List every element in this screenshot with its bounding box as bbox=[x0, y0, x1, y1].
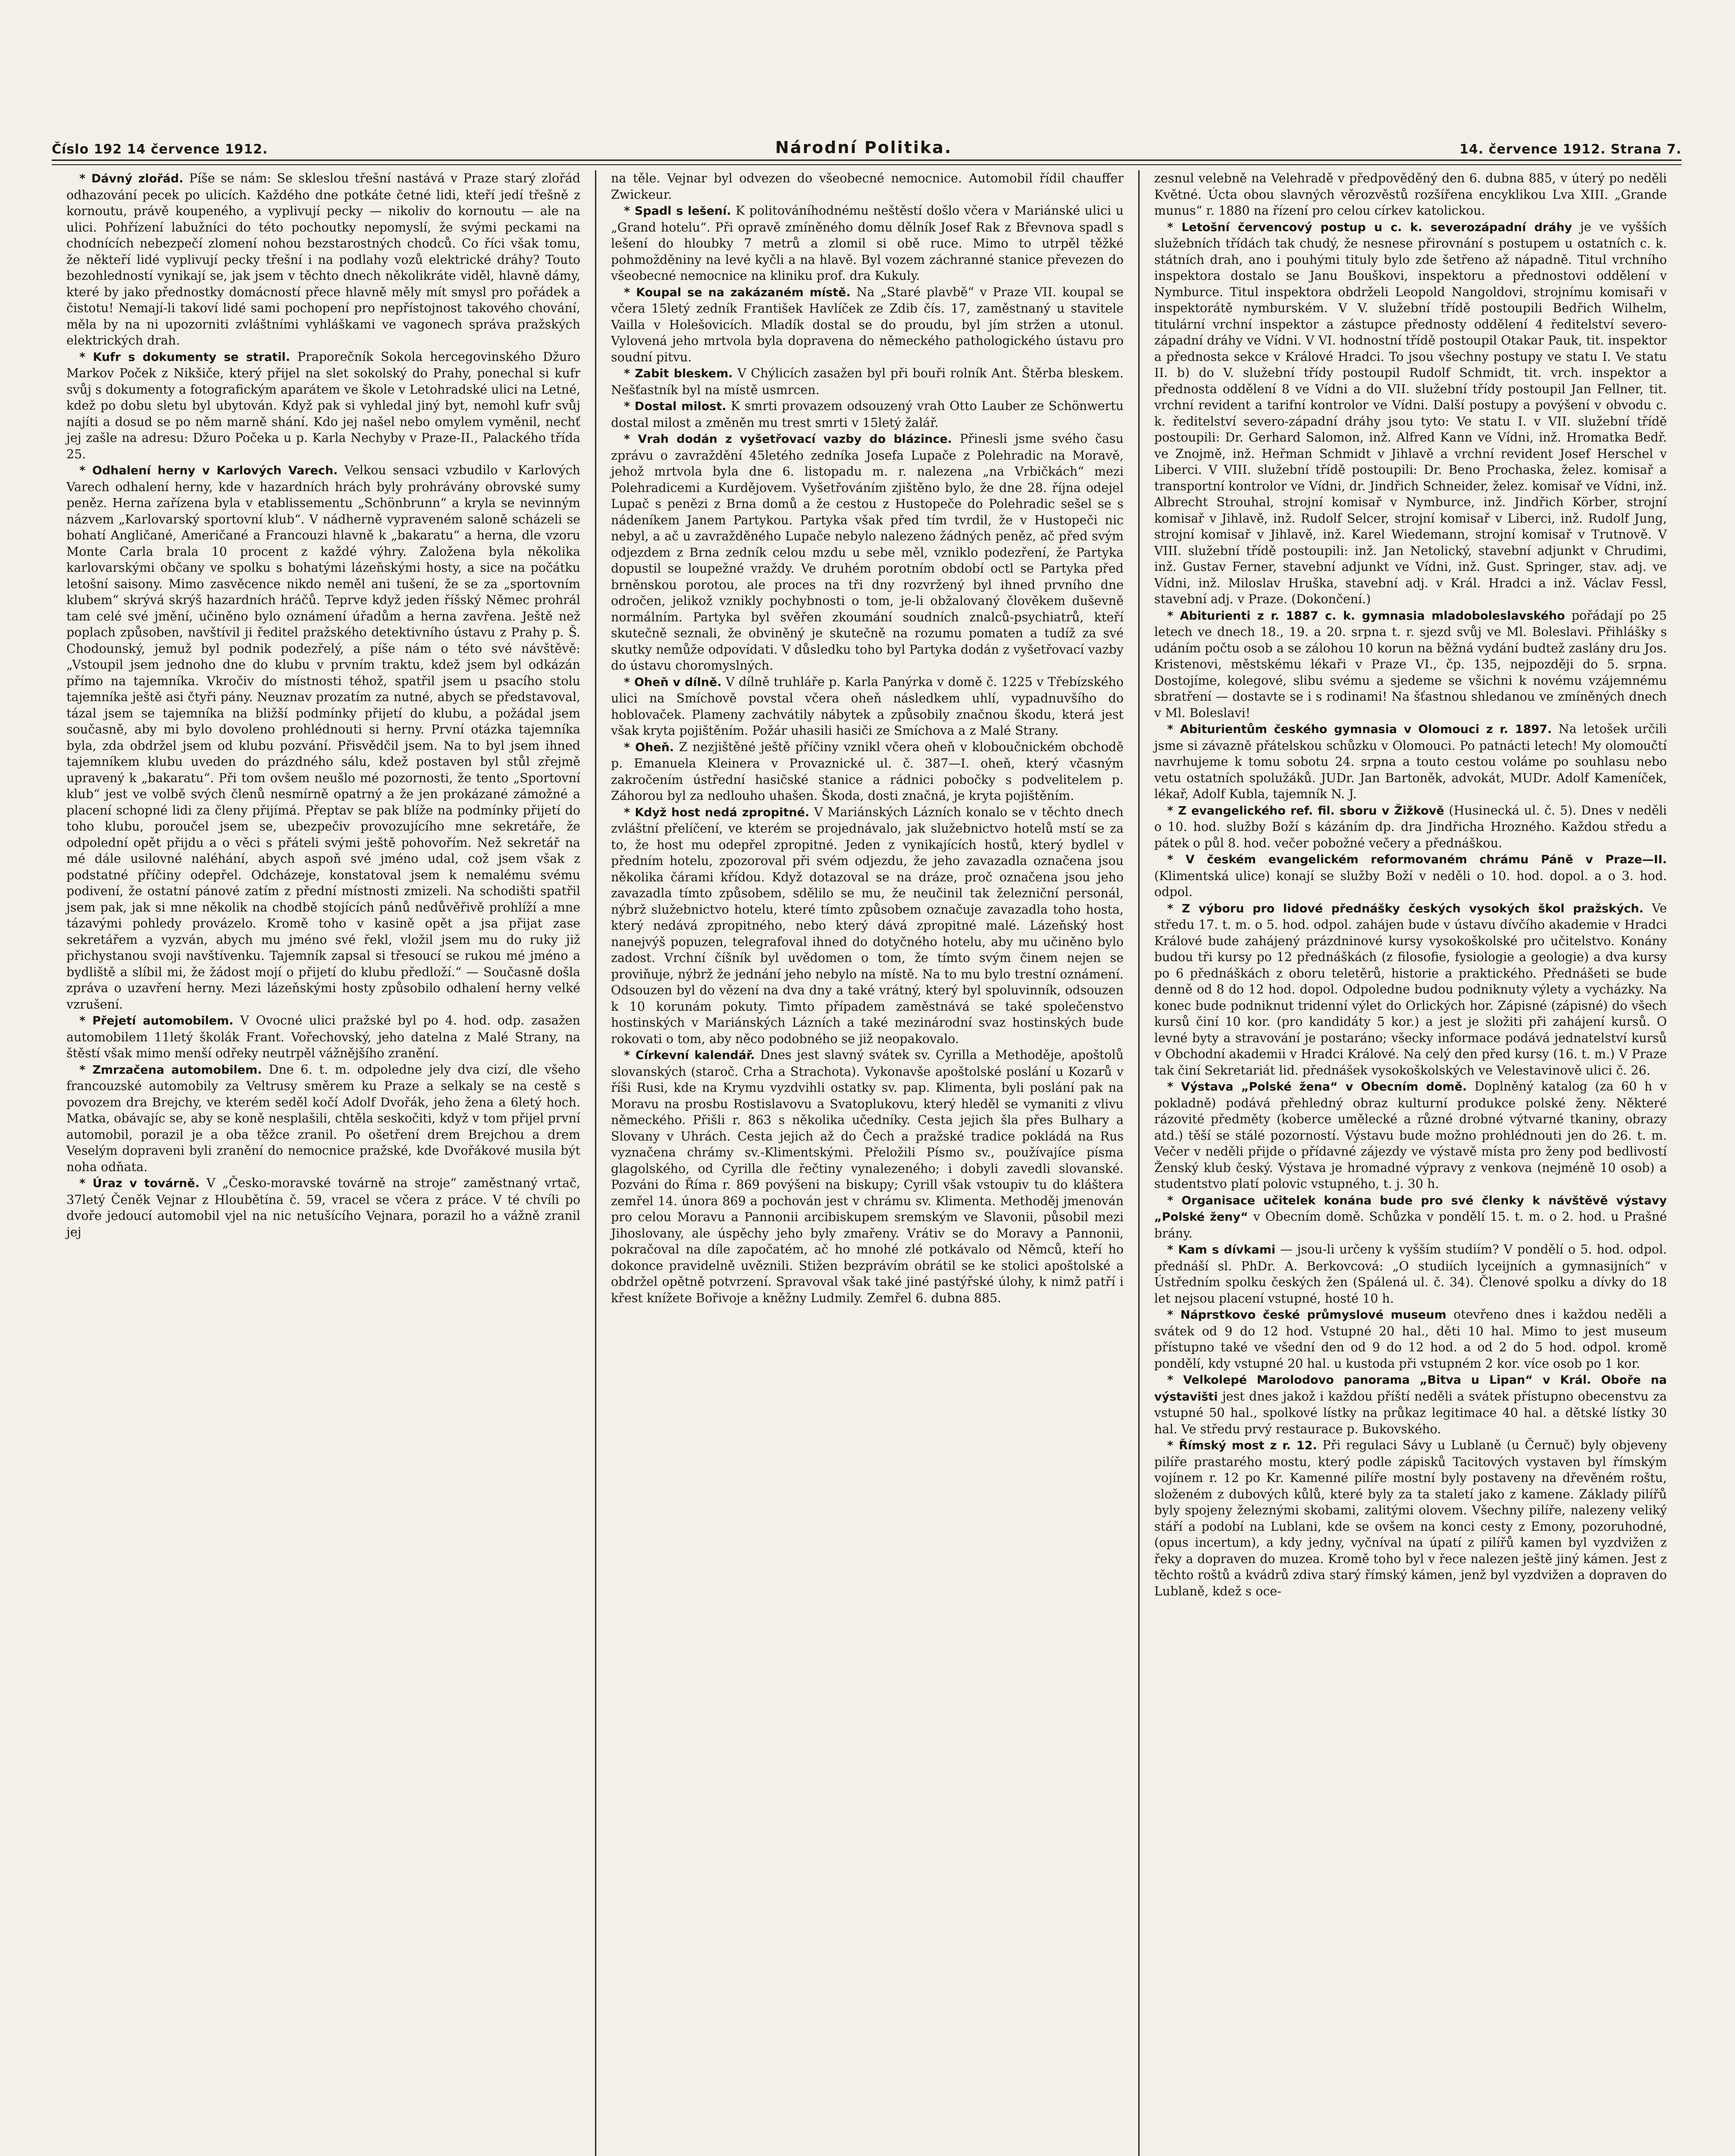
article-text: V „Česko-moravské továrně na stroje“ zaměstnaný vrtač, 37letý Čeněk Vejnar z Hloubětína č. 59, vracel se včera z práce. V té chvíli po dvoře jedoucí automobil vjel na nic netušícího Vejnara, porazil ho a vážně zranil jej bbox=[66, 1176, 581, 1239]
article-headline: * V českém evangelickém reformovaném chrámu Páně v Praze—II. bbox=[1167, 853, 1667, 866]
article-headline: * Organisace učitelek konána bude pro své členky k návštěvě výstavy „Polské ženy“ bbox=[1154, 1194, 1667, 1224]
article-text: (Klimentská ulice) konají se služby Boží v neděli o 10. hod. dopol. a o 3. hod. odpol. bbox=[1154, 868, 1667, 899]
article bbox=[1154, 721, 1667, 802]
article-headline: * Církevní kalendář. bbox=[624, 1049, 755, 1062]
article-headline: * Letošní červencový postup u c. k. severozápadní dráhy bbox=[1167, 220, 1572, 234]
article bbox=[66, 349, 580, 463]
article-text: V Chýlicích zasažen byl při bouři rolník Ant. Štěrba bleskem. Nešťastník byl na místě usmrcen. bbox=[611, 366, 1124, 397]
column-3 bbox=[1138, 170, 1682, 2156]
article bbox=[1154, 851, 1667, 900]
article-headline: * Oheň. bbox=[624, 740, 674, 754]
masthead: Národní Politika. bbox=[775, 138, 952, 157]
article-text: K smrti provazem odsouzený vrah Otto Lauber ze Schönwertu dostal milost a změněn mu trest smrti v 15letý žalář. bbox=[611, 399, 1124, 430]
article-headline: * Z výboru pro lidové přednášky českých vysokých škol pražských. bbox=[1167, 902, 1644, 915]
article-headline: * Dostal milost. bbox=[624, 400, 727, 413]
article-headline: * Abiturienti z r. 1887 c. k. gymnasia mladoboleslavského bbox=[1167, 609, 1565, 623]
article-text: zesnul velebně na Velehradě v předpověděný den 6. dubna 885, v úterý po neděli Květné. Úcta obou slavných věrozvěstů rozšířena encyklikou Lva XIII. „Grande munus“ r. 1880 na řízení pro celou církev katolickou. bbox=[1154, 171, 1667, 218]
article-headline: * Spadl s lešení. bbox=[624, 204, 731, 218]
article-text: v Obecním domě. Schůzka v pondělí 15. t. m. o 2. hod. u Prašné brány. bbox=[1154, 1210, 1667, 1241]
article-text: Na „Staré plavbě“ v Praze VII. koupal se včera 15letý zedník František Havlíček ze Zdib čís. 17, zaměstnaný u stavitele Vailla v Holešovicích. Mladík dostal se do proudu, byl jím stržen a utonul. Vylovená jeho mrtvola byla dopravena do německého pathologického ústavu pro soudní pitvu. bbox=[611, 285, 1124, 364]
article-text: V Ovocné ulici pražské byl po 4. hod. odp. zasažen automobilem 11letý školák Frant. Vořechovský, jeho datelna z Malé Strany, na štěstí však mimo menší odřeky neutrpěl vážnějšího zranění. bbox=[66, 1013, 580, 1060]
article bbox=[611, 739, 1124, 804]
article bbox=[1154, 900, 1667, 1079]
column-2 bbox=[595, 170, 1138, 2156]
article bbox=[611, 365, 1124, 398]
article bbox=[1154, 608, 1667, 721]
article bbox=[611, 203, 1124, 284]
article-text: Ve středu 17. t. m. o 5. hod. odpol. zahájen bude v ústavu dívčího akademie v Hradci Králové bude zahájený prázdninové kursy vysokoškolské pro učitelstvo. Konány budou tři kursy po 12 přednáškách (z filosofie, fysiologie a geologie) a dva kursy po 6 přednáškách z oboru teletěrů, historie a praktického. Přednášeti se bude denně od 8 do 12 hod. dopol. Odpoledne budou podniknuty výlety a vycházky. Na konec bude podniknut tridenní výlet do Orlických hor. Zápisné (zápisné) do všech kursů činí 10 kor. (pro kandidáty 5 kor.) a jest je složiti při zahájení kursů. O levné byty a stravování je postaráno; všecky informace podává jednatelství kursů v Obchodní akademii v Hradci Králové. Na celý den před kursy (16. t. m.) V Praze tak činí Sekretariát lid. přednášek vysokoškolských ve Velestavinově ulici č. 26. bbox=[1154, 901, 1667, 1078]
article-headline: * Odhalení herny v Karlových Varech. bbox=[79, 464, 338, 477]
article-text: Dne 6. t. m. odpoledne jely dva cizí, dle všeho francouzské automobily za Veltrusy směrem ku Praze a selkaly se na cestě s povozem dra Brejchy, ve kterém seděl kočí Adolf Dvořák, jeho žena a 6letý hoch. Matka, obávajíc se, aby se koně nesplašili, chtěla seskočiti, když v tom přijel první automobil, porazil je a oba těžce zranil. Po ošetření drem Brejchou a drem Veselým dopraveni byli zranění do nemocnice pražské, kde Dvořákové musila být noha odňata. bbox=[66, 1062, 581, 1174]
article-text: pořádají po 25 letech ve dnech 18., 19. a 20. srpna t. r. sjezd svůj ve Ml. Boleslavi. Přihlášky s udáním počtu osob a se zálohou 10 korun na běžná vydání budtež zaslány dru Jos. Kristenovi, městskému lékaři v Praze VI., čp. 135, nejpozději do 5. srpna. Dostojíme, kolegové, slibu svému a sjedeme se všichni k novému vzájemnému sbratření — dostavte se i s rodinami! Na šťastnou shledanou ve zmíněných dnech v Ml. Boleslavi! bbox=[1154, 608, 1667, 720]
article-text: V dílně truhláře p. Karla Panýrka v domě č. 1225 v Třebízského ulici na Smíchově povstal včera oheň následkem uhlí, vypadnuvšího do hoblovaček. Plameny zachvátily nábytek a způsobily značnou škodu, která jest však kryta pojištěním. Požár uhasili hasiči ze Smíchova a z Malé Strany. bbox=[611, 674, 1124, 738]
page-header bbox=[52, 129, 1682, 157]
article-text: je ve vyšších služebních třídách tak chudý, že nesnese přirovnání s postupem u ostatních c. k. státních drah, ano i pouhými tituly bylo zde šetřeno až nápadně. Titul vrchního inspektora dostalo se Janu Bouškovi, inspektoru a přednostovi oddělení v Nymburce. Titul inspektora obdrželi Leopold Nangoldovi, strojnímu komisaři v inspektorátě nymburském. V V. služební třídě postoupili Bedřich Wilhelm, titulární vrchní inspektor a zástupce přednosty oddělení 4 ředitelství severo-západní dráhy ve Vídni. V VI. hodnostní třídě postoupil Otakar Pauk, tit. inspektor a přednosta sekce v Králové Hradci. To jsou všechny postupy ve statu I. Ve statu II. b) do V. služební třídy postoupil Rudolf Schmidt, tit. vrch. inspektor a přednosta oddělení 8 ve Vídni a do VII. služební třídy postoupil Jan Fellner, tit. vrchní revident a tarifní kontrolor ve Vídni. Další postupy a povýšení v obvodu c. k. ředitelství severo-západní dráhy jsou tyto: Ve statu I. v VII. služební třídě postoupili: Dr. Gerhard Salomon, inž. Alfred Kann ve Vídni, inž. Hromatka Bedř. ve Znojmě, inž. Heřman Schmidt v Jihlavě a vrchní revident Josef Herschel v Liberci. V VIII. služební třídě postoupili: Dr. Beno Prochaska, želez. komisař a transportní kontrolor ve Vídni, dr. Jindřich Schneider, želez. komisař ve Vídni, inž. Albrecht Strouhal, strojní komisař v Nymburce, inž. Jindřich Körber, strojní komisař v Jihlavě, inž. Rudolf Selcer, strojní komisař v Liberci, inž. Rudolf Jung, strojní komisař v Jihlavě, inž. Karel Wiedemann, strojní komisař v Trutnově. V VIII. služební třídě postoupili: inž. Jan Netolický, stavební adjunkt v Chrudimi, inž. Gustav Ferner, stavební adjunkt ve Vídni, inž. Gust. Springer, stav. adj. ve Vídni, inž. Miloslav Hruška, stavební adj. v Král. Hradci a inž. Václav Fessl, stavební adj. v Praze. (Dokončení.) bbox=[1154, 219, 1667, 606]
article-headline: * Vrah dodán z vyšetřovací vazby do blázince. bbox=[624, 432, 952, 446]
article bbox=[1154, 1437, 1667, 1599]
article-text: K politováníhodnému neštěstí došlo včera v Mariánské ulici u „Grand hotelu“. Při opravě zmíněného domu dělník Josef Rak z Břevnova spadl s lešení do hloubky 7 metrů a zlomil si obě ruce. Mimo to utrpěl těžké pohmožděniny na levé kyčli a na hlavě. Byl vozem záchranné stanice převezen do všeobecné nemocnice na kliniku prof. dra Kukuly. bbox=[611, 204, 1124, 283]
article bbox=[1154, 1078, 1667, 1192]
article-headline: * Abiturientům českého gymnasia v Olomouci z r. 1897. bbox=[1167, 723, 1552, 736]
article bbox=[611, 398, 1124, 431]
article-text: (Husinecká ul. č. 5). Dnes v neděli o 10. hod. služby Boží s kázáním dp. dra Jindřicha Hrozného. Každou středu a pátek o půl 8. hod. večer pobožné večery a přednáškou. bbox=[1154, 803, 1667, 850]
article bbox=[611, 1047, 1124, 1306]
header-rule bbox=[52, 160, 1682, 165]
article-headline: * Oheň v dílně. bbox=[624, 675, 722, 689]
article-text: Píše se nám: Se skleslou třešní nastává v Praze starý zlořád odhazování pecek po ulicích. Každého dne potkáte četné lidi, kteří jedí třešně z kornoutu, právě koupeného, a vyplivují pecky — nikoliv do kornoutu — ale na ulici. Pohřízení labužníci do této pochoutky nepomyslí, že svými peckami na chodnících nebezpečí zlomení nohou bezstarostných chodců. Co říci však tomu, že někteří lidé vyplivují pecky třešní i na podlahy vozů elektrické dráhy? Touto bezohledností vynikají se, jak jsem v těchto dnech několikráte viděl, hlavně dámy, které by jako přednostky domácností přece hlavně měly mít smysl pro pořádek a čistotu! Nemají-li takoví lidé sami pochopení pro nepřístojnost takového chování, měla by na ni upozorniti zvláštními vyhláškami ve vagonech správa pražských elektrických drah. bbox=[66, 171, 580, 348]
article bbox=[611, 284, 1124, 366]
article-headline: * Úraz v továrně. bbox=[79, 1177, 200, 1190]
column-1 bbox=[52, 170, 595, 2156]
article-headline: * Výstava „Polské žena“ v Obecním domě. bbox=[1167, 1080, 1467, 1094]
article bbox=[66, 1062, 580, 1175]
article-text: Praporečník Sokola hercegovinského Džuro Markov Poček z Nikšiče, který přijel na slet sokolský do Prahy, ponechal si kufr svůj s dokumenty a fotografickým aparátem ve škole v Letohradské ulici na Letné, kdež po dobu sletu byl ubytován. Když pak si vyhledal jiný byt, nemohl kufr svůj najíti a dosud se po něm marně shání. Kdo jej našel nebo omylem vyměnil, nechť jej zašle na adresu: Džuro Počeka u p. Karla Nechyby v Praze-II., Palackého třída 25. bbox=[66, 349, 581, 461]
article-text: otevřeno dnes i každou neděli a svátek od 9 do 12 hod. Vstupné 20 hal., děti 10 hal. Mimo to jest museum přístupno také ve všední den od 9 do 12 hod. a od 2 do 5 hod. odpol. kromě pondělí, kdy vstupné 20 hal. u kustoda při vstupném 2 kor. více osob po 1 kor. bbox=[1154, 1307, 1667, 1371]
article-headline: * Když host nedá zpropitné. bbox=[624, 805, 810, 819]
article-text: V Mariánských Lázních konalo se v těchto dnech zvláštní přelíčení, ve kterém se projednávalo, jak služebnictvo hotelů mstí se za to, že host mu odepřel zpropitné. Jeden z vynikajících hostů, který bydlel v předním hotelu, zpozoroval při svém odjezdu, že jeho zavazadla označena jsou několika čárami křídou. Když dotazoval se na dráze, proč označena jsou jeho zavazadla tímto způsobem, sdělilo se mu, že neučinil tak železniční personál, nýbrž služebnictvo hotelu, které tímto způsobem označuje zavazadla toho hosta, který nedává zpropitného, nebo který dává zpropitné malé. Lázeňský host nanejvýš popuzen, telegrafoval ihned do dotyčného hotelu, aby mu učiněno bylo zadost. Vrchní číšník byl uvědomen o tom, že tímto svým činem nejen se proviňuje, nýbrž že jednání jeho nebylo na místě. Na to mu bylo trestní oznámení. Odsouzen byl do vězení na dva dny a také vrátný, který byl spoluvinník, odsouzen k 10 korunám pokuty. Timto případem zaměstnává se také společenstvo hostinských v Mariánských Lázních a také mezinárodní svaz hostinských bude rokovati o tom, aby něco podobného se již neopakovalo. bbox=[611, 805, 1124, 1046]
columns bbox=[52, 170, 1682, 2156]
article bbox=[1154, 219, 1667, 608]
article bbox=[611, 431, 1124, 674]
article bbox=[611, 804, 1124, 1047]
article bbox=[611, 170, 1124, 203]
article-text: Dnes jest slavný svátek sv. Cyrilla a Methoděje, apoštolů slovanských (staroč. Crha a Strachota). Vykonavše apoštolské poslání u Kozarů v říši Rusi, kde na Krymu vyzdvihli ostatky sv. pap. Klimenta, byli poslání pak na Moravu na prosbu Rostislavovu a Svatoplukovu, který hleděl se vymaniti z vlivu německého. Přišli r. 863 s několika učedníky. Cesta jejich šla přes Bulhary a Slovany v Uhrách. Cesta jejich až do Čech a pražské tradice pokládá na Rus vyznačena chrámy sv.-Klimentskými. Přeložili Písmo sv., používajíce písma glagolského, od Cyrilla dle řečtiny vynalezeného; i dobyli zavedli slovanské. Pozváni do Říma r. 869 povýšeni na biskupy; Cyrill však vstoupiv tu do kláštera zemřel 14. února 869 a pochován jest v chrámu sv. Klimenta. Methoděj jmenován pro celou Moravu a Pannonii arcibiskupem sremským ve Slavonii, působil mezi Jihoslovany, ale úspěchy jeho byly zmařeny. Vrátiv se do Moravy a Pannonii, pokračoval na díle započatém, ač ho mnohé zlé potkávalo od Němců, kteří ho dokonce pravidelně uvěznili. Stižen bezprávím obrátil se ke stolici apoštolské a obdržel opětně potvrzení. Spravoval však také jiné pastýřské úlohy, k nimž patří i křest knížete Bořivoje a kněžny Ludmily. Zemřel 6. dubna 885. bbox=[611, 1048, 1124, 1305]
article bbox=[1154, 802, 1667, 852]
article bbox=[1154, 1192, 1667, 1242]
article-headline: * Římský most z r. 12. bbox=[1167, 1439, 1317, 1452]
article bbox=[66, 170, 580, 349]
article bbox=[66, 1012, 580, 1062]
article bbox=[611, 674, 1124, 739]
article-headline: * Dávný zlořád. bbox=[79, 172, 184, 185]
article-text: Doplněný katalog (za 60 h v pokladně) podává přehledný obraz kulturní produkce polské ženy. Některé rázovité předměty (koberce umělecké a různé drobné výtvarné tkaniny, obrazy atd.) těší se stálé pozorností. Výstavu bude možno prohlédnouti jen do 26. t. m. Večer v neděli přijde o přídavné zájezdy ve výstavě místa pro ženy pod bedlivostí Ženský klub český. Výstava je hromadné výpravy z venkova (nejméně 10 osob) a studentstvo platí polovic vstupného, t. j. 30 h. bbox=[1154, 1079, 1667, 1191]
article-headline: * Koupal se na zakázaném místě. bbox=[624, 285, 851, 299]
article-headline: * Z evangelického ref. fil. sboru v Žižkově bbox=[1167, 804, 1444, 818]
article bbox=[1154, 1241, 1667, 1307]
article bbox=[66, 462, 580, 1012]
article-headline: * Náprstkovo české průmyslové museum bbox=[1167, 1308, 1447, 1322]
article-text: Velkou sensaci vzbudilo v Karlových Varech odhalení herny, kde v hazardních hrách byly prohrávány obrovské sumy peněz. Herna zařízena byla v etablissementu „Schönbrunn“ a kryla se nevinným názvem „Karlovarský sportovní klub“. V nádherně vypraveném saloně scházeli se bohatí Angličané, Američané a Francouzi hlavně k „bakaratu“ a herna, dle vzoru Monte Carla brala 10 procent z každé výhry. Založena byla několika karlovarskými občany ve spolku s bohatými lázeňskými hosty, a sice na počátku letošní saisony. Mimo zasvěcence nikdo neměl ani tušení, že se za „sportovním klubem“ skrývá skrýš hazardních hráčů. Teprve když jeden říšský Němec prohrál tam celé své jmění, učiněno bylo oznámení úřadům a herna zavřena. Ještě než poplach způsoben, navštívil ji ředitel pražského detektivního ústavu z Prahy p. Š. Chodounský, jemuž byl podnik podezřelý, a píše nám o této své návštěvě: „Vstoupil jsem jednoho dne do klubu v prvním traktu, kdež jsem byl odkázán přímo na tajemníka. Vkročiv do místnosti téhož, spatřil jsem u psacího stolu tajemníka ještě asi čtyři pány. Neuznav prozatím za nutné, abych se představoval, tázal jsem se tajemníka na bližší podmínky přijetí do klubu, a požádal jsem současně, aby mi bylo dovoleno prohlédnouti si herny. První otázka tajemníka byla, zda obdržel jsem od klubu pozvání. Přisvědčil jsem. Na to byl jsem ihned tajemníkem klubu uveden do prázdného sálu, kdež postaven byl stůl zřejmě upravený k „bakaratu“. Při tom ovšem neušlo mé pozornosti, že tento „Sportovní klub“ jest ve volbě svých členů nesmírně opatrný a že jen prokázané zámožné a placení schopné lidi za členy přijímá. Přeptav se pak blíže na podmínky přijetí do toho klubu, poroučel jsem se, ubezpečiv provozujícího mne sekretáře, že odpolední opět přijdu a o věci s přáteli svými ještě pohovořím. Než sekretář na mé dále usilovné naléhání, abych aspoň své jméno udal, což jsem však z podstatné příčiny odepřel. Odcházeje, konstatoval jsem k nemalému svému podivení, že ostatní pánové zatím z přední místnosti zmizeli. Na schodišti spatřil jsem pak, jak si mne několik na chodbě stojících pánů nedůvěřivě prohlíží a mne tázavými pohledy provázelo. Kromě toho v kasině opět a jsa přijat zase sekretářem a vyzván, abych mu jméno své řekl, vložil jsem mu do ruky již přichystanou svoji navštívenku. Tajemník zapsal si třesoucí se rukou mé jméno a bydliště a slíbil mi, že žádost mojí o přijetí do klubu předloží.“ — Současně došla zpráva o uzavření herny. Mezi lázeňskými hosty způsobilo odhalení herny velké vzrušení. bbox=[66, 463, 581, 1012]
article-text: Přinesli jsme svého času zprávu o zavraždění 45letého zedníka Josefa Lupače z Polehradic na Moravě, jehož mrtvola byla dne 6. listopadu m. r. nalezena „na Vrbičkách“ mezi Polehradicemi a Kurdějovem. Vyšetřováním zjištěno bylo, že dne 28. října odejel Lupač s penězi z Brna domů a že cestou z Hustopeče do Polehradic sešel se s nádeníkem Janem Partykou. Partyka však před tím tvrdil, že v Hustopeči nic nebyl, a ač u zavražděného Lupače nebylo nalezeno žádných peněz, ač před svým odjezdem z Brna zedník celou mzdu u sebe měl, vzniklo podezření, že Partyka dopustil se loupežné vraždy. Ve druhém porotním období octl se Partyka před brněnskou porotou, ale proces na tři dny rozvržený byl ihned prvního dne odročen, jelikož vznikly pochybnosti o tom, je-li obžalovaný člověkem duševně normálním. Partyka byl svěřen zkoumání soudních znalců-psychiatrů, kteří skutečně seznali, že obviněný je skutečně na rozumu pomaten a tudíž za své skutky nemůže odpovídati. V důsledku toho byl Partyka dodán z vyšetřovací vazby do ústavu choromyslných. bbox=[611, 432, 1124, 673]
article bbox=[1154, 1307, 1667, 1372]
article bbox=[1154, 170, 1667, 219]
article-headline: * Velkolepé Marolodovo panorama „Bitva u Lipan“ v Král. Oboře na výstavišti bbox=[1154, 1373, 1667, 1404]
article bbox=[66, 1175, 580, 1240]
article-headline: * Kufr s dokumenty se stratil. bbox=[79, 350, 290, 364]
article-text: na těle. Vejnar byl odvezen do všeobecné nemocnice. Automobil řídil chauffer Zwickeur. bbox=[611, 171, 1124, 202]
date-and-page: 14. července 1912. Strana 7. bbox=[1459, 142, 1682, 157]
article-headline: * Zmrzačena automobilem. bbox=[79, 1063, 262, 1077]
article-headline: * Kam s dívkami bbox=[1167, 1243, 1276, 1257]
article-text: Z nezjištěné ještě příčiny vznikl včera oheň v kloboučnickém obchodě p. Emanuela Kleinera v Provaznické ul. č. 387—I. oheň, který včasným zakročením ústřední hasičské stanice a rádnici pobočky s podvelitelem p. Záhorou byl za nedlouho uhašen. Škoda, dosti značná, je kryta pojištěním. bbox=[611, 740, 1124, 803]
article-text: — jsou-li určeny k vyšším studiím? V pondělí o 5. hod. odpol. přednáší sl. PhDr. A. Berkovcová: „O studiích lyceijních a gymnasijních“ v Ústředním spolku českých žen (Spálená ul. č. 34). Členové spolku a dívky do 18 let nejsou placení vstupné, hosté 10 h. bbox=[1154, 1242, 1667, 1306]
issue-number: Číslo 192 14 července 1912. bbox=[52, 142, 268, 157]
article-text: jest dnes jakož i každou příští neděli a svátek přístupno obecenstvu za vstupné 50 hal., spolkové lístky na průkaz legitimace 40 hal. a dětské lístky 30 hal. Ve středu prvý restaurace p. Bukovského. bbox=[1154, 1389, 1667, 1436]
article bbox=[1154, 1372, 1667, 1437]
article-headline: * Přejetí automobilem. bbox=[79, 1014, 234, 1028]
article-text: Při regulaci Sávy u Lublaně (u Černuč) byly objeveny pilíře prastarého mostu, který podle zápisků Tacitových vystaven byl římským vojínem r. 12 po Kr. Kamenné pilíře mostní byly postaveny na dřevěném roštu, složeném z dubových kůlů, které byly za ta staletí jako z kamene. Základy pilířů byly spojeny železnými skobami, zalitými olovem. Všechny pilíře, nalezeny veliký stáří a podobí na Lublani, kde se ovšem na konci cesty z Emony, pozoruhodné, (opus incertum), a kdy jedny, vyčníval na úpatí z pilířů kamen byl vyzdvižen z řeky a dopraven do muzea. Kromě toho byl v řece nalezen ještě jiný kámen. Jest z těchto roštů a kvádrů zdiva starý římský kámen, jenž byl vyzdvižen a dopraven do Lublaně, kdež s oce- bbox=[1154, 1438, 1667, 1598]
article-headline: * Zabit bleskem. bbox=[624, 367, 733, 380]
article-text: Na letošek určili jsme si závazně přátelskou schůzku v Olomouci. Po patnácti letech! My olomoučtí navrhujeme k tomu sobotu 24. srpna a touto cestou voláme po souhlasu nebo vetu ostatních spolužáků. JUDr. Jan Bartoněk, advokát, MUDr. Adolf Kameníček, lékař, Adolf Kubla, tajemník N. J. bbox=[1154, 722, 1667, 801]
